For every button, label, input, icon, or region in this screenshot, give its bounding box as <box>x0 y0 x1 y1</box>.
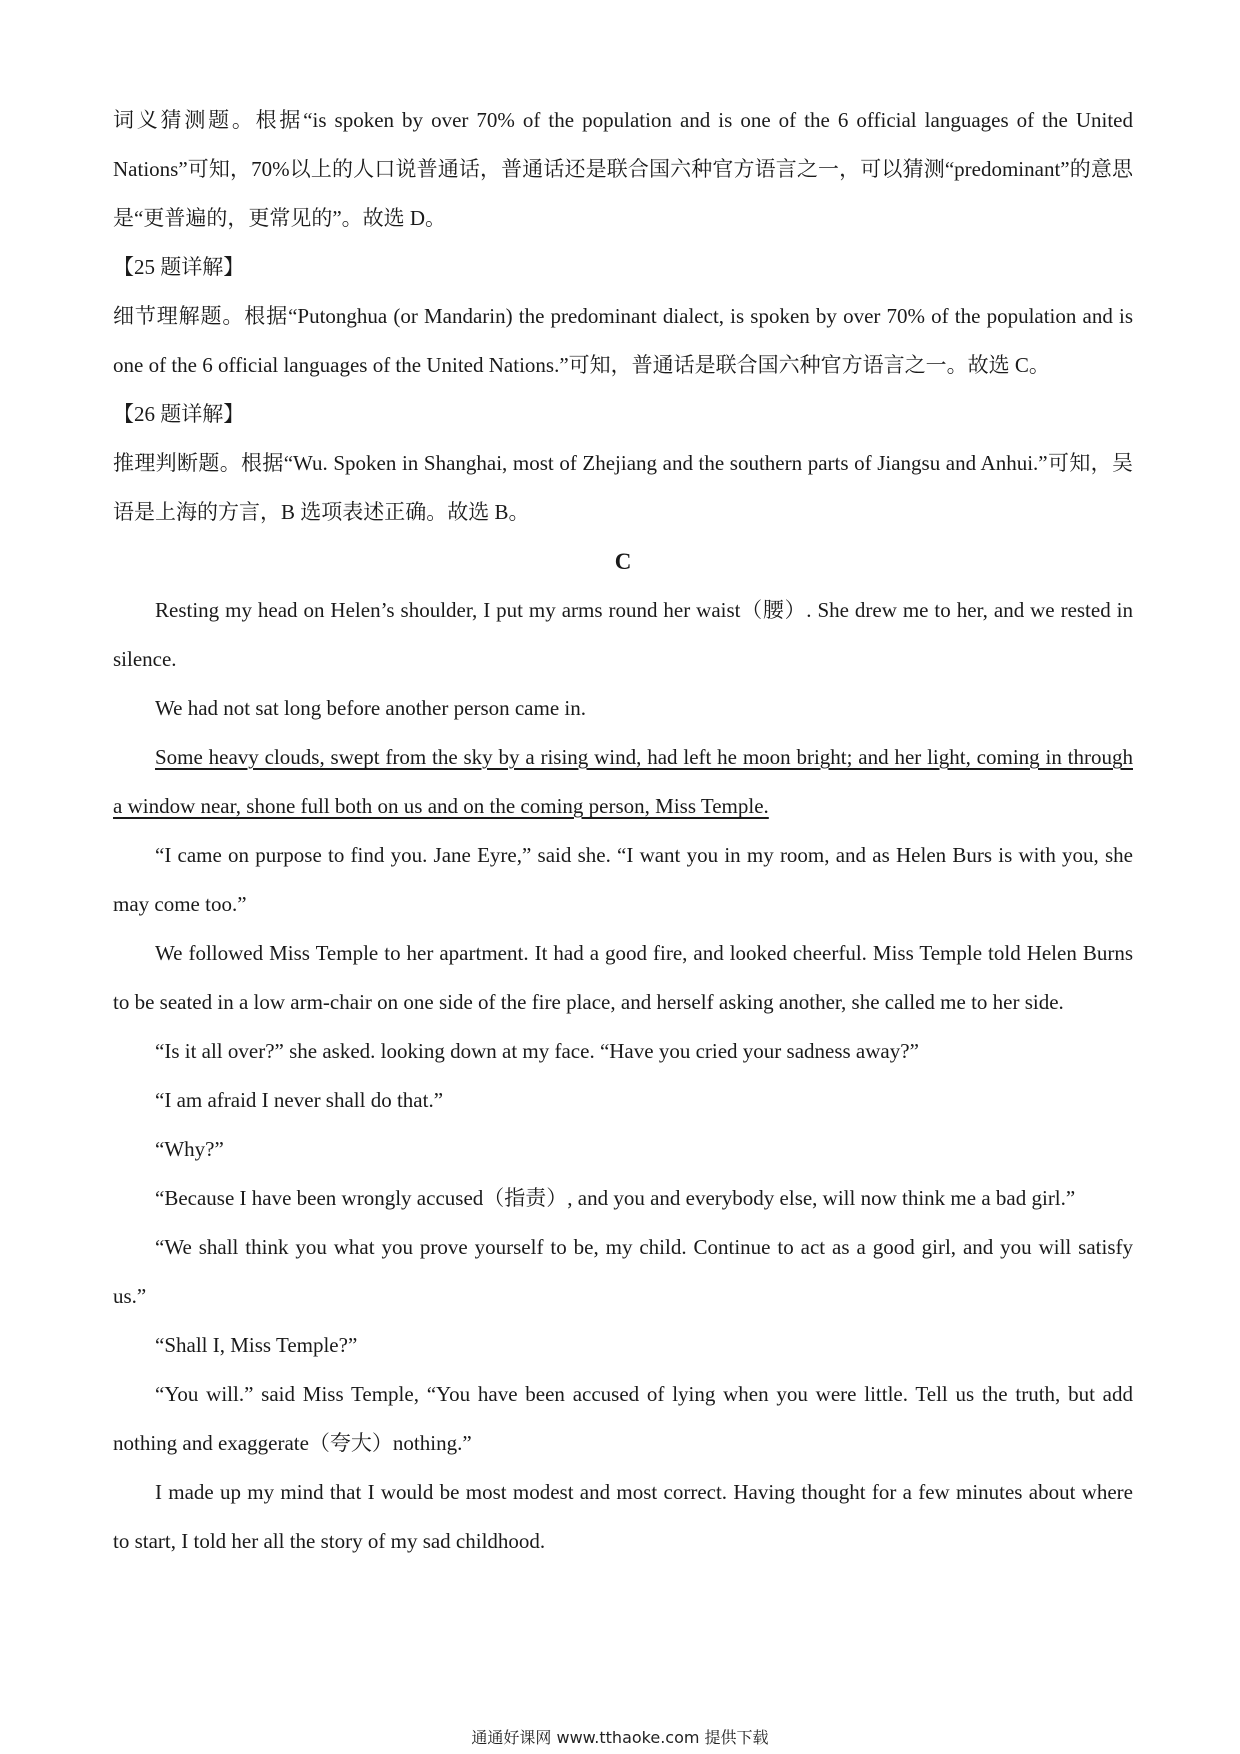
passage-paragraph: I made up my mind that I would be most modest and most correct. Having thought for a few minutes about where to start, I told her all the story of my sad childhood. <box>113 1480 1133 1553</box>
q24-explanation: 词义猜测题。根据“is spoken by over 70% of the population and is one of the 6 official languages of the United Nations”可知，70%以上的人口说普通话，普通话还是联合国六种官方语言之一，可以猜测“predominant”的意思是“更普遍的，更常见的”。故选 D。 <box>113 108 1133 230</box>
passage-paragraph: “Shall I, Miss Temple?” <box>155 1333 358 1357</box>
passage-paragraph: “Because I have been wrongly accused（指责）, and you and everybody else, will now think me a bad girl.” <box>155 1186 1076 1210</box>
passage-paragraph: “You will.” said Miss Temple, “You have been accused of lying when you were little. Tell us the truth, but add nothing and exaggerate（夸大）nothing.” <box>113 1382 1133 1455</box>
page-footer: 通通好课网 www.tthaoke.com 提供下载 <box>471 1728 769 1747</box>
passage-paragraph: Resting my head on Helen’s shoulder, I put my arms round her waist（腰）. She drew me to her, and we rested in silence. <box>113 598 1133 671</box>
document-page <box>113 96 1133 1566</box>
underlined-sentence: Some heavy clouds, swept from the sky by a rising wind, had left he moon bright; and her light, coming in through a window near, shone full both on us and on the coming person, Miss Temple. <box>113 745 1133 818</box>
passage-paragraph: “Is it all over?” she asked. looking down at my face. “Have you cried your sadness away?” <box>155 1039 919 1063</box>
passage-paragraph: We followed Miss Temple to her apartment. It had a good fire, and looked cheerful. Miss Temple told Helen Burns to be seated in a low arm-chair on one side of the fire place, and herself asking another, she called me to her side. <box>113 941 1133 1014</box>
passage-paragraph-underlined <box>113 733 1133 831</box>
q25-explanation: 细节理解题。根据“Putonghua (or Mandarin) the predominant dialect, is spoken by over 70% of the population and is one of the 6 official languages of the United Nations.”可知，普通话是联合国六种官方语言之一。故选 C。 <box>113 304 1133 377</box>
passage-paragraph: “We shall think you what you prove yourself to be, my child. Continue to act as a good girl, and you will satisfy us.” <box>113 1235 1133 1308</box>
passage-paragraph: We had not sat long before another person came in. <box>155 696 586 720</box>
passage-paragraph: “Why?” <box>155 1137 224 1161</box>
q25-heading: 【25 题详解】 <box>113 255 245 279</box>
section-c-title: C <box>614 549 632 574</box>
passage-paragraph: “I came on purpose to find you. Jane Eyre,” said she. “I want you in my room, and as Helen Burs is with you, she may come too.” <box>113 843 1133 916</box>
passage-paragraph: “I am afraid I never shall do that.” <box>155 1088 444 1112</box>
q26-explanation: 推理判断题。根据“Wu. Spoken in Shanghai, most of Zhejiang and the southern parts of Jiangsu and Anhui.”可知，吴语是上海的方言，B 选项表述正确。故选 B。 <box>113 451 1133 524</box>
q26-heading: 【26 题详解】 <box>113 402 245 426</box>
